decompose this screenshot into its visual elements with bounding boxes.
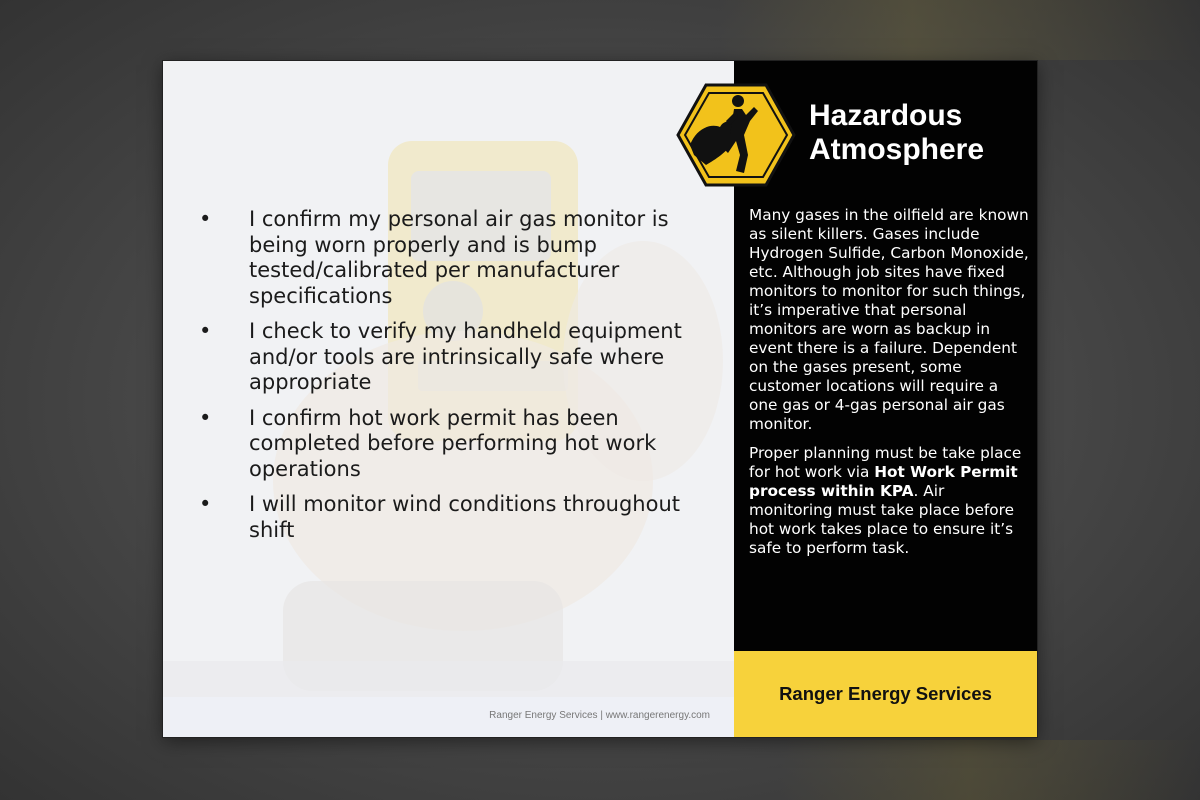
panel-title	[809, 99, 984, 167]
paragraph	[749, 444, 1029, 558]
hazardous-atmosphere-icon	[676, 83, 796, 187]
bullet-dot: •	[199, 405, 212, 430]
bullet-list	[191, 207, 711, 553]
bullet-text: I check to verify my handheld equipment and/or tools are intrinsically safe where appropriate	[249, 319, 682, 394]
bullet-text: I confirm hot work permit has been completed before performing hot work operations	[249, 405, 657, 481]
background-glow	[720, 0, 1200, 60]
paragraph-text: . Air monitoring must take place before hot work takes place to ensure it’s safe to perform task.	[749, 482, 1014, 557]
title-line: Hazardous	[809, 99, 963, 132]
background-glow	[780, 740, 1200, 800]
paragraph: Many gases in the oilfield are known as silent killers. Gases include Hydrogen Sulfide, Carbon Monoxide, etc. Although job sites have fixed monitors to monitor for such things, it’s imperative that personal monitors are worn as backup in event there is a failure. Dependent on the gases present, some customer locations will require a one gas or 4-gas personal air gas monitor.	[749, 206, 1029, 433]
panel-body	[749, 206, 1029, 568]
bullet-item	[191, 492, 711, 543]
content-panel	[163, 61, 734, 737]
company-name: Ranger Energy Services	[779, 683, 992, 704]
paragraph-text: Proper planning must be take place for hot work via	[749, 444, 1022, 481]
bullet-dot: •	[199, 207, 212, 231]
bullet-text: I will monitor wind conditions throughout shift	[249, 492, 681, 542]
bullet-dot: •	[199, 319, 212, 343]
bullet-item	[191, 319, 711, 396]
title-line: Atmosphere	[809, 133, 985, 166]
bullet-item	[191, 207, 711, 309]
paragraph-bold-text: Hot Work Permit process within KPA	[749, 463, 1018, 500]
info-panel	[734, 61, 1037, 737]
footer-text: Ranger Energy Services | www.rangerenergy.com	[489, 710, 710, 721]
bullet-dot: •	[199, 492, 212, 516]
bullet-item	[191, 406, 711, 483]
footer-bar	[163, 697, 734, 737]
slide	[163, 61, 1037, 737]
bullet-text: I confirm my personal air gas monitor is being worn properly and is bump tested/calibrated per manufacturer specifications	[249, 207, 669, 308]
company-band	[734, 651, 1037, 737]
